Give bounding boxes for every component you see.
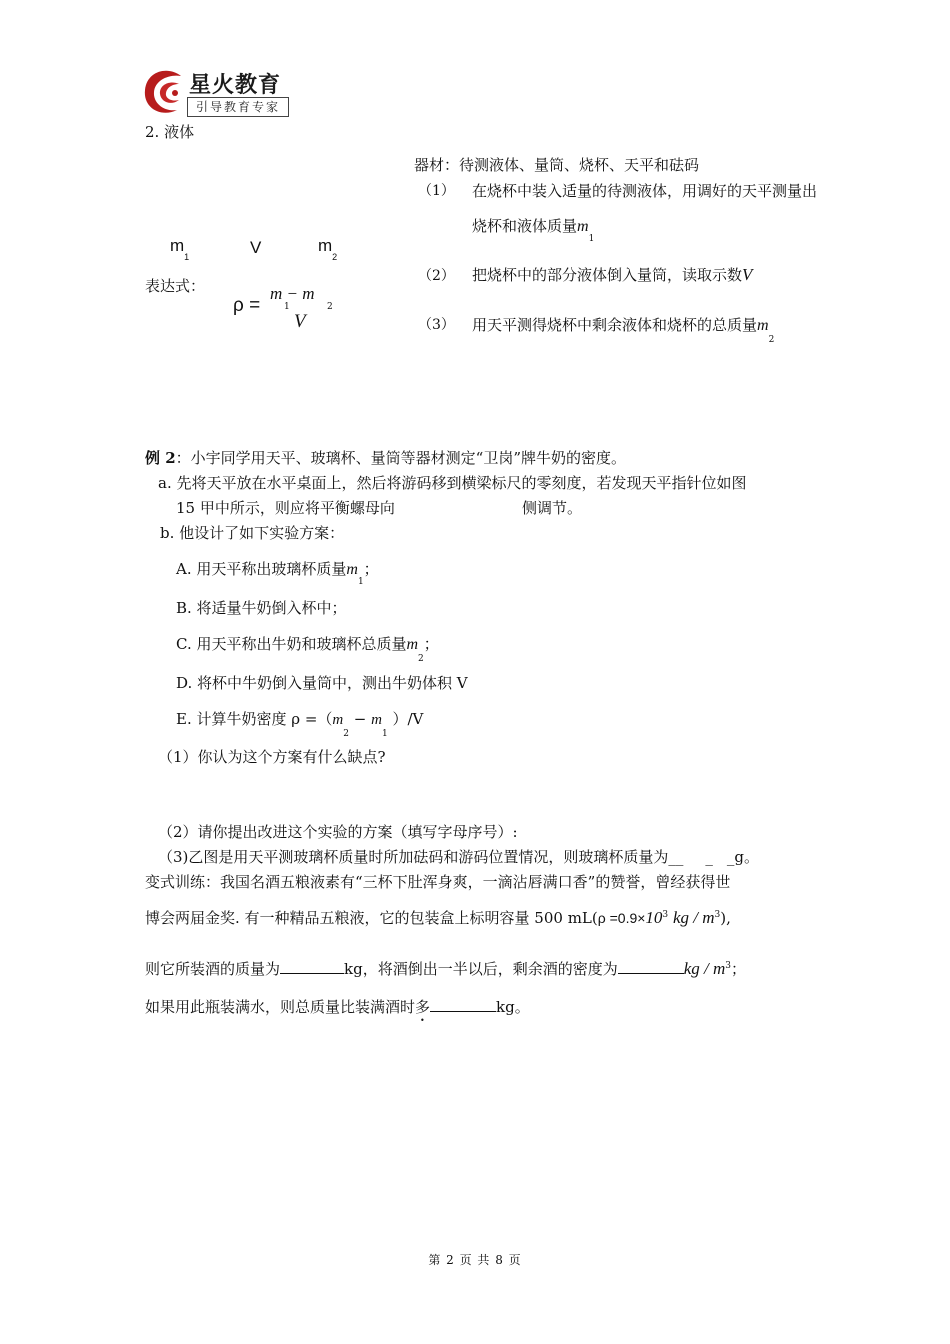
plan-item-e xyxy=(176,708,424,739)
question-3-end: _g。 xyxy=(726,848,760,866)
question-1: （1）你认为这个方案有什么缺点? xyxy=(158,748,386,766)
plan-item-e-m2-sub: 2 xyxy=(343,729,349,739)
example-part-a-line2a: 15 甲中所示，则应将平衡螺母向 xyxy=(176,499,395,517)
variant-rho-value: ρ =0.9× xyxy=(597,910,646,926)
step-3-text: 用天平测得烧杯中剩余液体和烧杯的总质量 xyxy=(472,316,758,334)
variant-line-3-mid: kg，将酒倒出一半以后，剩余酒的密度为 xyxy=(344,960,618,978)
plan-item-a-sub: 1 xyxy=(357,577,364,587)
question-3 xyxy=(158,846,759,867)
variant-line-2-text: 博会两届金奖. 有一种精品五粮液，它的包装盒上标明容量 500 mL( xyxy=(145,909,598,927)
example-2-prefix: 例 2 xyxy=(145,449,176,467)
step-3-var-sub: 2 xyxy=(768,335,775,345)
example-part-b: b. 他设计了如下实验方案： xyxy=(160,524,345,542)
label-m2-letter: m xyxy=(318,236,333,255)
variant-line-4-emphasis: 多 xyxy=(415,998,431,1016)
question-3-text: （3)乙图是用天平测玻璃杯质量时所加砝码和游码位置情况，则玻璃杯质量为__ xyxy=(158,848,684,866)
step-1-var: m xyxy=(577,218,589,235)
section-title: 2. 液体 xyxy=(145,123,195,141)
step-1-number: （1） xyxy=(418,183,455,199)
step-1-text-b: 烧杯和液体质量 xyxy=(472,217,578,235)
step-3-line xyxy=(472,314,775,345)
step-2-line xyxy=(472,264,752,285)
label-v: V xyxy=(250,238,262,257)
step-1-var-sub: 1 xyxy=(588,234,595,244)
plan-item-b: B. 将适量牛奶倒入杯中； xyxy=(176,599,347,617)
plan-item-c-var: m xyxy=(406,636,419,653)
label-m1-letter: m xyxy=(170,236,185,255)
variant-unit-exp: 3 xyxy=(714,910,721,920)
expression-denominator: V xyxy=(294,311,306,332)
expression-rho: ρ = xyxy=(233,295,261,316)
variant-line-3-text: 则它所装酒的质量为 xyxy=(145,960,281,978)
label-m2-sub: 2 xyxy=(332,252,338,263)
variant-line-4 xyxy=(145,996,530,1025)
variant-line-2 xyxy=(145,907,731,928)
plan-item-a-var: m xyxy=(346,561,358,578)
variant-line-3-unit: kg / m xyxy=(683,959,726,978)
expression-num-sub2: 2 xyxy=(327,302,333,312)
equipment-line: 器材：待测液体、量筒、烧杯、天平和砝码 xyxy=(414,156,700,174)
step-3-number: （3） xyxy=(418,317,455,333)
plan-item-e-m1: m xyxy=(371,712,382,728)
answer-blank-extra-mass[interactable] xyxy=(430,996,496,1012)
variant-line-1: 变式训练：我国名酒五粮液素有“三杯下肚浑身爽，一滴沾唇满口香”的赞誉，曾经获得世 xyxy=(145,873,731,891)
swirl-logo-icon xyxy=(141,66,187,118)
variant-power-base: 10 xyxy=(645,908,663,927)
variant-line-3-unit-exp: 3 xyxy=(725,961,731,971)
expression-label: 表达式： xyxy=(145,277,206,295)
step-1-text: 在烧杯中装入适量的待测液体，用调好的天平测量出 xyxy=(472,182,818,200)
label-m1-sub: 1 xyxy=(184,252,190,263)
answer-blank-mass[interactable] xyxy=(280,958,344,974)
plan-item-c-sub: 2 xyxy=(418,654,424,664)
plan-item-e-text: E. 计算牛奶密度 ρ =（ xyxy=(176,710,333,728)
brand-name: 星火教育 xyxy=(189,73,282,98)
expression-numerator: m − m xyxy=(270,284,315,303)
plan-item-e-minus: − xyxy=(353,710,367,728)
variant-unit: kg / m xyxy=(672,908,715,927)
example-2-text: ：小宇同学用天平、玻璃杯、量筒等器材测定“卫岗”牌牛奶的密度。 xyxy=(175,449,627,467)
step-2-text: 把烧杯中的部分液体倒入量筒，读取示数 xyxy=(472,266,743,284)
question-3-blank-mid: _ xyxy=(705,848,713,866)
plan-item-e-end: ）/V xyxy=(392,710,424,728)
variant-power-exp: 3 xyxy=(662,910,669,920)
plan-item-e-m2: m xyxy=(332,712,344,728)
variant-line-4-text: 如果用此瓶装满水，则总质量比装满酒时 xyxy=(145,998,416,1016)
step-3-var: m xyxy=(757,317,769,334)
step-1-text-cont xyxy=(472,215,595,244)
expression-num-sub1: 1 xyxy=(284,302,290,312)
page-footer: 第 2 页 共 8 页 xyxy=(428,1253,522,1267)
variant-line-3 xyxy=(145,958,746,979)
variant-line-3-end: ； xyxy=(731,960,747,978)
plan-item-c-text: C. 用天平称出牛奶和玻璃杯总质量 xyxy=(176,635,407,653)
plan-item-d: D. 将杯中牛奶倒入量筒中，测出牛奶体积 V xyxy=(176,674,468,692)
plan-item-a-end: ； xyxy=(363,560,379,578)
variant-line-4-end: kg。 xyxy=(496,998,530,1016)
plan-item-a xyxy=(176,558,379,587)
step-2-var: V xyxy=(742,265,753,284)
question-2: （2）请你提出改进这个实验的方案（填写字母序号）: xyxy=(158,823,518,841)
plan-item-a-text: A. 用天平称出玻璃杯质量 xyxy=(176,560,347,578)
plan-item-c-end: ； xyxy=(423,635,439,653)
brand-logo xyxy=(141,66,289,118)
variant-line-2-end: ), xyxy=(720,909,731,927)
step-2-number: （2） xyxy=(418,268,455,284)
example-2-heading xyxy=(145,447,626,468)
answer-blank-density[interactable] xyxy=(618,958,684,974)
example-part-a-line2b: 侧调节。 xyxy=(522,499,583,517)
brand-tagline: 引导教育专家 xyxy=(187,97,289,117)
plan-item-e-m1-sub: 1 xyxy=(381,729,388,739)
label-m1 xyxy=(170,236,190,263)
label-m2 xyxy=(318,236,338,263)
example-part-a-line1: a. 先将天平放在水平桌面上，然后将游码移到横梁标尺的零刻度，若发现天平指针位如图 xyxy=(158,474,747,492)
plan-item-c xyxy=(176,633,439,664)
